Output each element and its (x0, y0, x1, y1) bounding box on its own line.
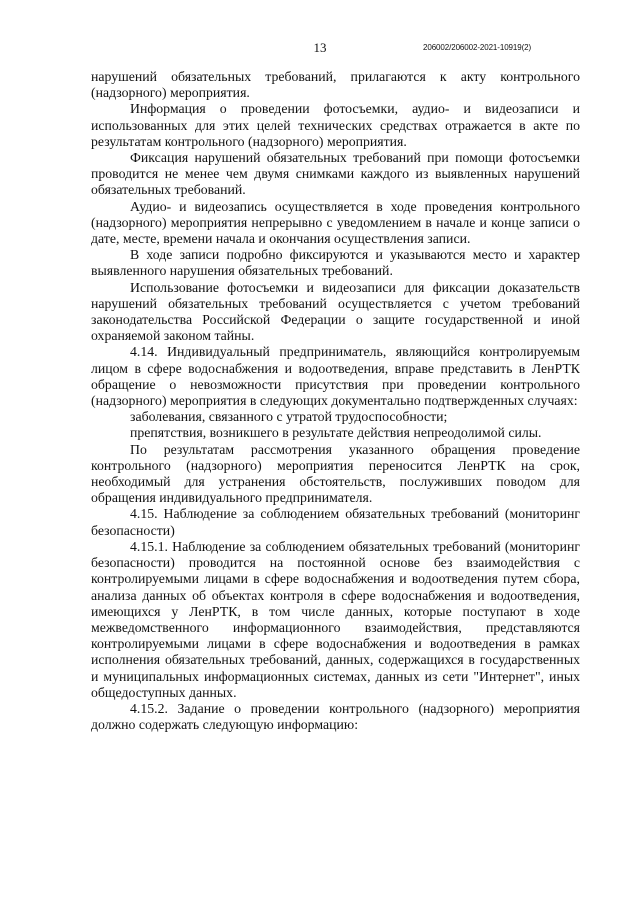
page-number: 13 (313, 40, 327, 55)
paragraph: В ходе записи подробно фиксируются и указываются место и характер выявленного нарушения обязательных требований. (91, 247, 580, 279)
paragraph: заболевания, связанного с утратой трудоспособности; (130, 409, 448, 425)
paragraph: Аудио- и видеозапись осуществляется в ходе проведения контрольного (надзорного) мероприятия непрерывно с уведомлением в начале и конце записи о дате, месте, времени начала и окончания осуществления записи. (91, 198, 580, 247)
paragraph: По результатам рассмотрения указанного обращения проведение контрольного (надзорного) мероприятия переносится ЛенРТК на срок, необходимый для устранения обстоятельств, послуживших поводом для обращения индивидуального предпринимателя. (91, 441, 580, 506)
document-id: 206002/206002-2021-10919(2) (423, 43, 532, 52)
paragraph: нарушений обязательных требований, прилагаются к акту контрольного (надзорного) мероприятия. (91, 69, 580, 101)
paragraph: препятствия, возникшего в результате действия непреодолимой силы. (130, 425, 542, 441)
paragraph: 4.14. Индивидуальный предприниматель, являющийся контролируемым лицом в сфере водоснабжения и водоотведения, вправе представить в ЛенРТК обращение о невозможности присутствия при проведении контрольного (надзорного) мероприятия в следующих документально подтвержденных случаях: (91, 344, 580, 409)
paragraph: Информация о проведении фотосъемки, аудио- и видеозаписи и использованных для этих целей технических средствах отражается в акте по результатам контрольного (надзорного) мероприятия. (91, 101, 580, 149)
paragraph: 4.15.1. Наблюдение за соблюдением обязательных требований (мониторинг безопасности) проводится на постоянной основе без взаимодействия с контролируемыми лицами в сфере водоснабжения и водоотведения путем сбора, анализа данных об объектах контроля в сфере водоснабжения и водоотведения, имеющихся у ЛенРТК, в том числе данных, которые поступают в ходе межведомственного информационного взаимодействия, представляются контролируемыми лицами в сфере водоснабжения и водоотведения в рамках исполнения обязательных требований, данных, содержащихся в государственных и муниципальных информационных системах, данных из сети "Интернет", иных общедоступных данных. (91, 538, 580, 700)
paragraph: Использование фотосъемки и видеозаписи для фиксации доказательств нарушений обязательных требований осуществляется с учетом требований законодательства Российской Федерации о защите государственной и иной охраняемой законом тайны. (91, 279, 580, 344)
section-heading: 4.15. Наблюдение за соблюдением обязательных требований (мониторинг безопасности) (91, 506, 580, 538)
document-body (91, 69, 580, 733)
paragraph: Фиксация нарушений обязательных требований при помощи фотосъемки проводится не менее чем двумя снимками каждого из выявленных нарушений обязательных требований. (91, 150, 580, 198)
paragraph: 4.15.2. Задание о проведении контрольного (надзорного) мероприятия должно содержать следующую информацию: (91, 700, 580, 733)
